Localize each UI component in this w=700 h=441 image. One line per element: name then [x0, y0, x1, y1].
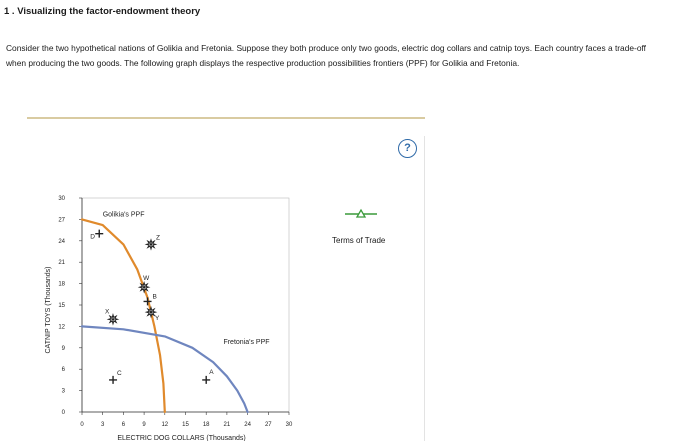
point-c-marker	[109, 376, 117, 384]
y-tick-label: 12	[58, 324, 65, 331]
golikia-ppf-curve	[82, 219, 165, 412]
point-y-label: Y	[155, 315, 160, 323]
y-tick-label: 30	[58, 196, 65, 202]
point-d-label: D	[90, 233, 95, 241]
point-a-label: A	[209, 368, 214, 376]
x-tick-label: 21	[223, 422, 231, 428]
x-tick-label: 12	[161, 422, 169, 428]
point-x-label: X	[105, 308, 110, 316]
point-z-label: Z	[156, 234, 160, 242]
x-tick-label: 18	[202, 422, 210, 428]
x-tick-label: 27	[264, 422, 272, 428]
help-button[interactable]: ?	[398, 139, 417, 158]
x-tick-label: 3	[101, 422, 105, 428]
question-intro: Consider the two hypothetical nations of Golikia and Fretonia. Suppose they both produce only two goods, electric dog collars and catnip toys. Each country faces a trade-off when producing the two goods. The following graph displays the respective production possibilities frontiers (PPF) for Golikia and Fretonia.	[6, 43, 646, 68]
y-axis-label: CATNIP TOYS (Thousands)	[45, 266, 52, 354]
point-b-label: B	[152, 293, 157, 301]
y-tick-label: 21	[58, 260, 65, 267]
point-b-marker	[144, 297, 152, 305]
x-tick-label: 15	[182, 422, 189, 428]
x-tick-label: 0	[80, 422, 84, 428]
golikia-ppf-label: Golikia's PPF	[102, 211, 145, 219]
y-tick-label: 0	[61, 410, 65, 416]
y-tick-label: 18	[58, 281, 65, 288]
point-w-label: W	[143, 275, 150, 283]
y-tick-label: 24	[58, 238, 65, 245]
y-tick-label: 27	[58, 217, 65, 224]
point-d-marker	[95, 230, 103, 238]
x-tick-label: 6	[121, 422, 126, 428]
question-title: 1 . Visualizing the factor-endowment theory	[4, 6, 201, 17]
x-tick-label: 30	[285, 422, 293, 428]
point-w-center	[143, 286, 145, 288]
y-tick-label: 6	[61, 367, 65, 374]
fretonia-ppf-label: Fretonia's PPF	[223, 339, 270, 347]
x-axis-label: ELECTRIC DOG COLLARS (Thousands)	[117, 435, 246, 441]
point-x-center	[112, 318, 114, 320]
terms-of-trade-label: Terms of Trade	[332, 236, 386, 245]
y-tick-label: 3	[61, 388, 65, 395]
point-c-label: C	[117, 369, 122, 377]
point-z-center	[150, 243, 152, 245]
x-tick-label: 9	[142, 422, 146, 428]
point-a-marker	[202, 376, 210, 384]
x-tick-label: 24	[244, 422, 251, 428]
point-y-center	[150, 311, 152, 313]
y-tick-label: 15	[58, 303, 65, 309]
y-tick-label: 9	[61, 345, 65, 352]
